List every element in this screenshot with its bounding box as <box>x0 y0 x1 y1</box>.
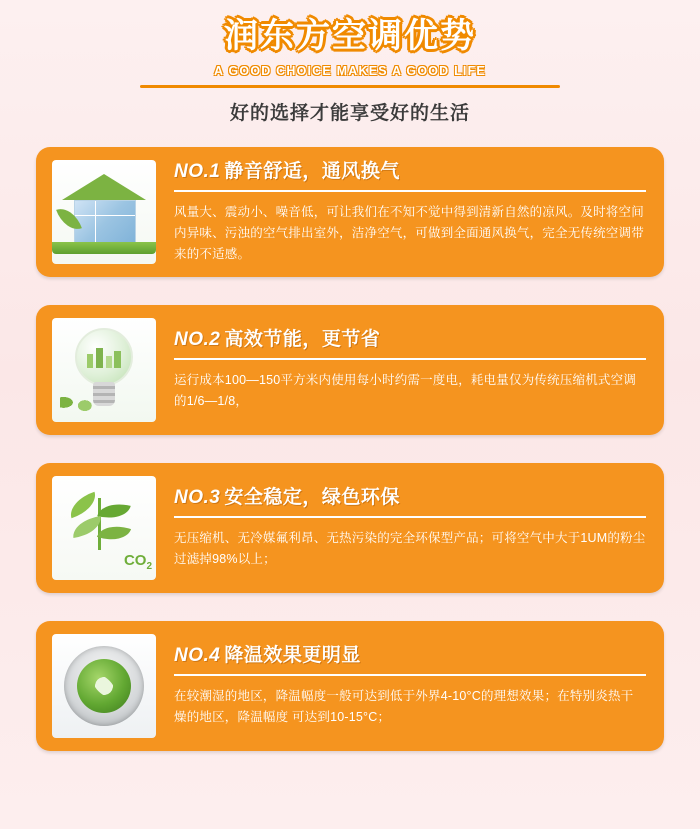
card-thumbnail <box>52 634 156 738</box>
eco-disc-icon <box>52 634 156 738</box>
card-body <box>156 486 650 570</box>
card-number: NO.2 <box>174 329 221 350</box>
card-title-text: 静音舒适，通风换气 <box>224 160 400 182</box>
advantage-card[interactable] <box>36 621 664 751</box>
card-title-text: 安全稳定，绿色环保 <box>224 487 400 508</box>
header-divider <box>140 85 560 88</box>
card-number: NO.1 <box>174 160 221 182</box>
card-description: 在较潮湿的地区，降温幅度一般可达到低于外界4-10°C的理想效果；在特别炎热干燥的地区，降温幅度 可达到10-15°C； <box>174 689 634 724</box>
green-bulb-icon <box>52 318 156 422</box>
advantage-card-list <box>0 147 700 751</box>
card-thumbnail <box>52 318 156 422</box>
header-subtitle-cn: 好的选择才能享受好的生活 <box>229 103 470 124</box>
card-thumbnail <box>52 476 156 580</box>
card-body <box>156 328 650 412</box>
card-description: 风量大、震动小、噪音低，可让我们在不知不觉中得到清新自然的凉风。及时将空间内异味、污浊的空气排出室外，洁净空气，可做到全面通风换气，完全无传统空调带来的不适感。 <box>174 204 644 261</box>
advantage-card[interactable] <box>36 463 664 593</box>
advantage-card[interactable] <box>36 305 664 435</box>
card-title <box>174 328 646 360</box>
card-title-text: 高效节能，更节省 <box>224 329 381 350</box>
green-house-icon <box>52 160 156 264</box>
card-title <box>174 644 646 676</box>
card-title <box>174 160 646 192</box>
co2-plant-icon: $CO_2$ <box>52 476 156 580</box>
advantage-card[interactable] <box>36 147 664 277</box>
header-subtitle-en: A GOOD CHOICE MAKES A GOOD LIFE <box>214 64 486 78</box>
card-title-text: 降温效果更明显 <box>224 645 361 666</box>
page-title: 润东方空调优势 <box>224 17 476 55</box>
card-description: 无压缩机、无冷媒氟利昂、无热污染的完全环保型产品；可将空气中大于1UM的粉尘过滤掉98%以上； <box>174 531 646 566</box>
card-description: 运行成本100—150平方米内使用每小时约需一度电，耗电量仅为传统压缩机式空调的1/6—1/8， <box>174 373 637 408</box>
card-number: NO.4 <box>174 645 221 666</box>
card-body <box>156 644 650 728</box>
card-thumbnail <box>52 160 156 264</box>
card-number: NO.3 <box>174 487 221 508</box>
card-title <box>174 486 646 518</box>
header <box>0 0 700 125</box>
card-body <box>156 160 650 265</box>
